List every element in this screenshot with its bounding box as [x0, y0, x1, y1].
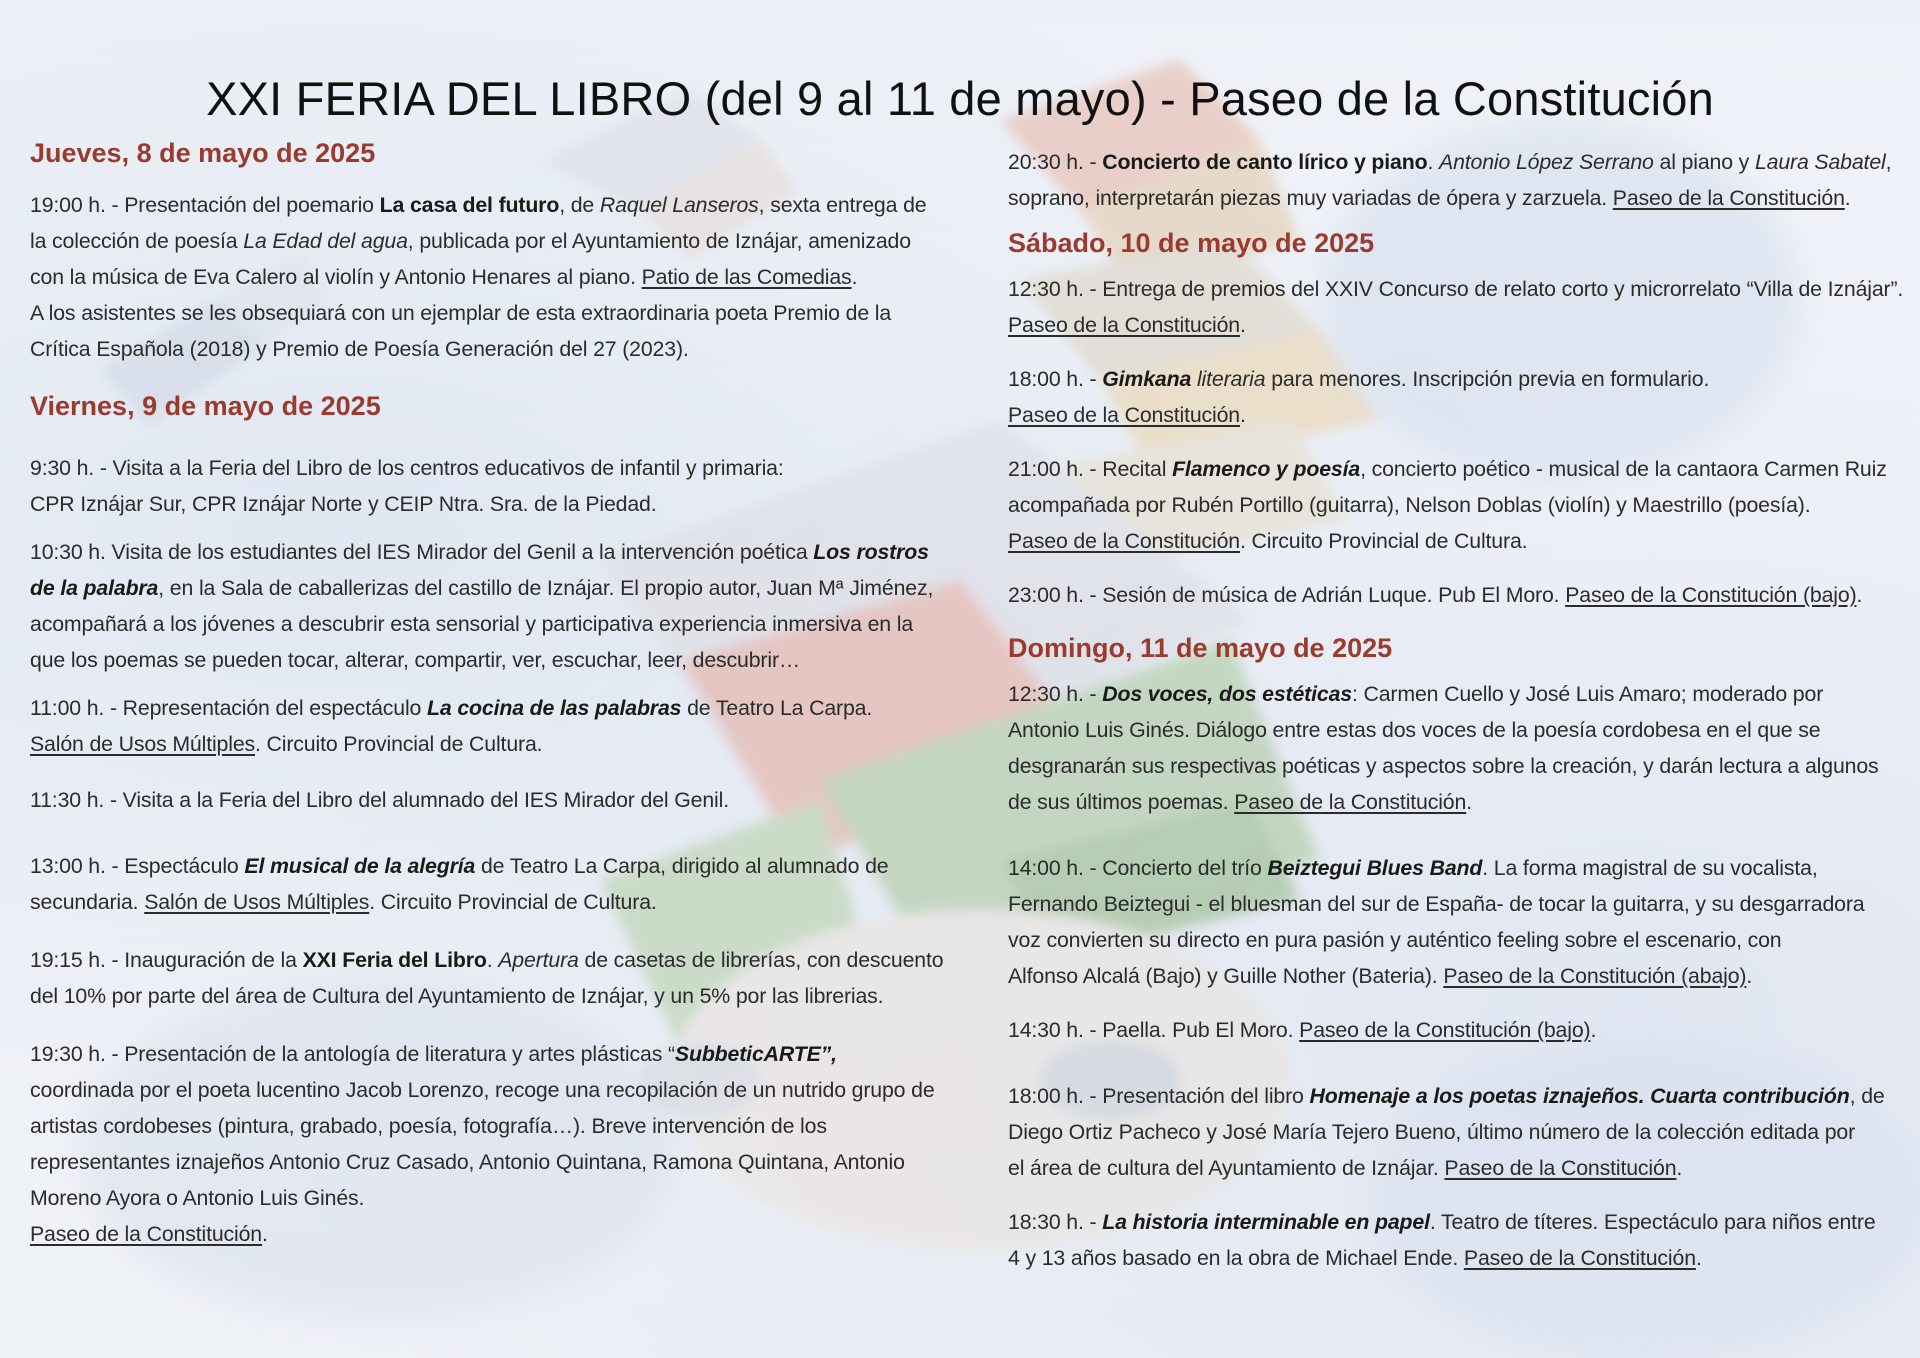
- location-link[interactable]: Paseo de la Constitución (bajo): [1299, 1018, 1591, 1042]
- event-text: coordinada por el poeta lucentino Jacob Lorenzo, recoge una recopilación de un nutrido grupo de: [30, 1078, 935, 1102]
- event-text: .: [1240, 313, 1246, 337]
- event-text: .: [1466, 790, 1472, 814]
- event-text: soprano, interpretarán piezas muy variadas de ópera y zarzuela.: [1008, 186, 1613, 210]
- event-text: de Teatro La Carpa, dirigido al alumnado de: [475, 854, 889, 878]
- event-text: 4 y 13 años basado en la obra de Michael Ende.: [1008, 1246, 1464, 1270]
- event-text: CPR Iznájar Sur, CPR Iznájar Norte y CEIP Ntra. Sra. de la Piedad.: [30, 492, 657, 516]
- event-sabado-2300: [1008, 577, 1908, 613]
- event-domingo-1430: [1008, 1012, 1908, 1048]
- event-text: de casetas de librerías, con descuento: [578, 948, 944, 972]
- right-column: [1008, 144, 1908, 1276]
- artist-name: Antonio López Serrano: [1439, 150, 1654, 174]
- event-domingo-1830: [1008, 1204, 1908, 1276]
- event-viernes-1030: [30, 534, 955, 678]
- event-text: .: [851, 265, 858, 289]
- collection-name: La Edad del agua: [243, 229, 408, 253]
- location-link[interactable]: Paseo de la Constitución: [1234, 790, 1467, 814]
- event-jueves-1900: [30, 187, 955, 367]
- event-title: Flamenco y poesía: [1172, 457, 1361, 481]
- event-text: .: [1240, 403, 1246, 427]
- location-link[interactable]: Paseo de la Constitución (abajo): [1443, 964, 1747, 988]
- event-text: 18:30 h. -: [1008, 1210, 1103, 1234]
- day-heading-domingo: Domingo, 11 de mayo de 2025: [1008, 633, 1393, 663]
- event-text: Antonio Luis Ginés. Diálogo entre estas dos voces de la poesía cordobesa en el que se: [1008, 718, 1821, 742]
- event-text: .: [1844, 186, 1851, 210]
- location-link[interactable]: Paseo de la Constitución (bajo): [1565, 583, 1857, 607]
- location-link[interactable]: Paseo de la Constitución: [1008, 529, 1240, 553]
- event-text: .: [1427, 150, 1440, 174]
- event-text: acompañada por Rubén Portillo (guitarra), Nelson Doblas (violín) y Maestrillo (poesía).: [1008, 493, 1811, 517]
- event-text: 13:00 h. - Espectáculo: [30, 854, 245, 878]
- location-link[interactable]: Paseo de la Constitución: [1463, 1246, 1696, 1270]
- event-text: A los asistentes se les obsequiará con un ejemplar de esta extraordinaria poeta Premio de la: [30, 301, 892, 325]
- event-sabado-1230: [1008, 271, 1908, 343]
- event-text: voz convierten su directo en pura pasión y auténtico feeling sobre el escenario, con: [1008, 928, 1782, 952]
- event-text: : Carmen Cuello y José Luis Amaro; moderado por: [1351, 682, 1824, 706]
- event-text: acompañará a los jóvenes a descubrir esta sensorial y participativa experiencia inmersiva en la: [30, 612, 914, 636]
- event-domingo-1230: [1008, 676, 1908, 820]
- event-text: Diego Ortiz Pacheco y José María Tejero Bueno, último número de la colección editada por: [1008, 1120, 1856, 1144]
- event-viernes-1930: [30, 1036, 955, 1252]
- event-text: .: [1695, 1246, 1702, 1270]
- event-text: de sus últimos poemas.: [1008, 790, 1235, 814]
- event-text: artistas cordobeses (pintura, grabado, poesía, fotografía…). Breve intervención de los: [30, 1114, 827, 1138]
- event-text: Fernando Beiztegui - el bluesman del sur de España- de tocar la guitarra, y su desgarradora: [1008, 892, 1865, 916]
- event-text: 14:00 h. - Concierto del trío: [1008, 856, 1268, 880]
- event-text: 10:30 h. Visita de los estudiantes del IES Mirador del Genil a la intervención poética: [30, 540, 814, 564]
- event-sabado-2100: [1008, 451, 1908, 559]
- event-text: . Circuito Provincial de Cultura.: [1240, 529, 1528, 553]
- event-text: .: [1590, 1018, 1597, 1042]
- event-text: 19:30 h. - Presentación de la antología de literatura y artes plásticas “: [30, 1042, 675, 1066]
- event-sabado-1800: [1008, 361, 1908, 433]
- day-heading-jueves: Jueves, 8 de mayo de 2025: [30, 138, 376, 168]
- event-text: el área de cultura del Ayuntamiento de Iznájar.: [1008, 1156, 1445, 1180]
- event-viernes-1915: [30, 942, 955, 1014]
- event-viernes-1300: [30, 848, 955, 920]
- event-text-italic: Apertura: [498, 948, 579, 972]
- event-text: con la música de Eva Calero al violín y Antonio Henares al piano.: [30, 265, 642, 289]
- event-text: 20:30 h. -: [1008, 150, 1103, 174]
- event-title: Concierto de canto lírico y piano: [1102, 150, 1428, 174]
- event-text: representantes iznajeños Antonio Cruz Casado, Antonio Quintana, Ramona Quintana, Antonio: [30, 1150, 905, 1174]
- location-link[interactable]: Salón de Usos Múltiples: [30, 732, 256, 756]
- event-text: para menores. Inscripción previa en formulario.: [1265, 367, 1710, 391]
- event-text: 14:30 h. - Paella. Pub El Moro.: [1008, 1018, 1300, 1042]
- event-text: .: [486, 948, 499, 972]
- event-text: al piano y: [1653, 150, 1755, 174]
- event-text: 23:00 h. - Sesión de música de Adrián Luque. Pub El Moro.: [1008, 583, 1566, 607]
- event-title: El musical de la alegría: [244, 854, 476, 878]
- event-text: 11:30 h. - Visita a la Feria del Libro del alumnado del IES Mirador del Genil.: [30, 788, 729, 812]
- location-link[interactable]: Salón de Usos Múltiples: [144, 890, 370, 914]
- event-text: del 10% por parte del área de Cultura del Ayuntamiento de Iznájar, y un 5% por las librerias.: [30, 984, 884, 1008]
- event-text: 12:30 h. - Entrega de premios del XXIV Concurso de relato corto y microrrelato “Villa de Iznájar”.: [1008, 277, 1904, 301]
- day-heading-viernes: Viernes, 9 de mayo de 2025: [30, 391, 381, 421]
- event-text: 9:30 h. - Visita a la Feria del Libro de los centros educativos de infantil y primaria:: [30, 456, 784, 480]
- event-title: Beiztegui Blues Band: [1267, 856, 1483, 880]
- location-link[interactable]: Paseo de la Constitución: [30, 1222, 262, 1246]
- event-text: , sexta entrega de: [758, 193, 927, 217]
- day-heading-sabado: Sábado, 10 de mayo de 2025: [1008, 228, 1375, 258]
- event-text: ,: [1885, 150, 1892, 174]
- location-link[interactable]: Paseo de la Constitución: [1008, 403, 1240, 427]
- event-title: XXI Feria del Libro: [302, 948, 487, 972]
- event-text: .: [1856, 583, 1863, 607]
- event-text: 19:00 h. - Presentación del poemario: [30, 193, 380, 217]
- artist-name: Laura Sabatel: [1754, 150, 1886, 174]
- event-text: . Circuito Provincial de Cultura.: [369, 890, 657, 914]
- event-text: .: [262, 1222, 268, 1246]
- event-title: SubbeticARTE”,: [674, 1042, 837, 1066]
- location-link[interactable]: Paseo de la Constitución: [1612, 186, 1845, 210]
- event-text: secundaria.: [30, 890, 145, 914]
- event-text: , en la Sala de caballerizas del castillo de Iznájar. El propio autor, Juan Mª Jiménez,: [158, 576, 934, 600]
- event-title: Dos voces, dos estéticas: [1102, 682, 1352, 706]
- event-text: 18:00 h. -: [1008, 367, 1103, 391]
- event-viernes-2030: [1008, 144, 1908, 216]
- event-text: , concierto poético - musical de la cantaora Carmen Ruiz: [1360, 457, 1887, 481]
- event-text: 18:00 h. - Presentación del libro: [1008, 1084, 1310, 1108]
- event-text: , de: [559, 193, 600, 217]
- event-text-italic: literaria: [1196, 367, 1266, 391]
- event-text: 21:00 h. - Recital: [1008, 457, 1173, 481]
- location-link[interactable]: Paseo de la Constitución: [1008, 313, 1240, 337]
- event-domingo-1800: [1008, 1078, 1908, 1186]
- event-text: la colección de poesía: [30, 229, 244, 253]
- event-viernes-1130: [30, 782, 955, 818]
- event-text: 19:15 h. - Inauguración de la: [30, 948, 303, 972]
- event-title: La casa del futuro: [379, 193, 560, 217]
- event-text: de Teatro La Carpa.: [681, 696, 873, 720]
- event-text: Alfonso Alcalá (Bajo) y Guille Nother (Bateria).: [1008, 964, 1444, 988]
- event-viernes-1100: [30, 690, 955, 762]
- event-text: . La forma magistral de su vocalista,: [1482, 856, 1818, 880]
- event-text: .: [1676, 1156, 1683, 1180]
- page-title: XXI FERIA DEL LIBRO (del 9 al 11 de mayo) - Paseo de la Constitución: [206, 72, 1714, 126]
- location-link[interactable]: Paseo de la Constitución: [1444, 1156, 1677, 1180]
- event-title: de la palabra: [30, 576, 159, 600]
- event-text: Crítica Española (2018) y Premio de Poesía Generación del 27 (2023).: [30, 337, 689, 361]
- author-name: Raquel Lanseros: [599, 193, 759, 217]
- event-viernes-0930: [30, 450, 955, 522]
- left-column: [30, 138, 955, 1252]
- event-text: 11:00 h. - Representación del espectáculo: [30, 696, 428, 720]
- event-text: . Circuito Provincial de Cultura.: [255, 732, 543, 756]
- event-title: Los rostros: [813, 540, 929, 564]
- event-text: desgranarán sus respectivas poéticas y aspectos sobre la creación, y darán lectura a algunos: [1008, 754, 1879, 778]
- event-text: , de: [1849, 1084, 1885, 1108]
- event-text: . Teatro de títeres. Espectáculo para niños entre: [1429, 1210, 1876, 1234]
- location-link[interactable]: Patio de las Comedias: [641, 265, 852, 289]
- event-title: La cocina de las palabras: [427, 696, 682, 720]
- event-title: Homenaje a los poetas iznajeños. Cuarta contribución: [1309, 1084, 1850, 1108]
- event-text: 12:30 h. -: [1008, 682, 1103, 706]
- event-text: Moreno Ayora o Antonio Luis Ginés.: [30, 1186, 365, 1210]
- event-title: Gimkana: [1102, 367, 1192, 391]
- event-title: La historia interminable en papel: [1102, 1210, 1430, 1234]
- event-domingo-1400: [1008, 850, 1908, 994]
- event-text: , publicada por el Ayuntamiento de Iznájar, amenizado: [407, 229, 911, 253]
- event-text: que los poemas se pueden tocar, alterar, compartir, ver, escuchar, leer, descubrir…: [30, 648, 801, 672]
- event-text: .: [1746, 964, 1753, 988]
